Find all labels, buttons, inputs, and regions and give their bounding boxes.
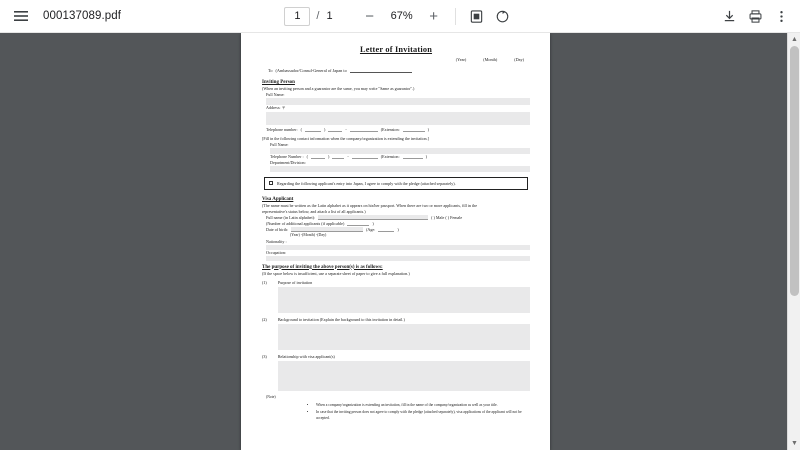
org-dash: - [347, 154, 349, 160]
additional-applicants-close: ) [372, 221, 374, 227]
extension-close: ) [427, 127, 430, 133]
pledge-checkbox[interactable] [269, 181, 273, 185]
address-label: Address: 〒 [266, 105, 286, 111]
notes-section [262, 395, 530, 421]
purpose-item-1-field[interactable] [278, 287, 530, 313]
telephone-label: Telephone number: [266, 127, 298, 133]
org-extension-label: (Extension: [380, 154, 400, 160]
date-year-label: (Year) [455, 57, 467, 62]
applicant-full-name-field[interactable] [318, 215, 428, 220]
notes-list [276, 403, 530, 421]
age-label: (Age: [366, 227, 376, 233]
page-count: 1 [326, 10, 333, 22]
document-title: 000137089.pdf [43, 10, 122, 22]
purpose-item-3 [262, 354, 530, 391]
purpose-item-2-num: (2) [262, 317, 267, 323]
toolbar-divider [455, 8, 456, 25]
inviting-person-note: (When an inviting person and a guarantor are the same, you may write "Same as guarantor".) [262, 86, 415, 91]
org-telephone-part2[interactable] [332, 158, 344, 159]
org-full-name-label: Full Name: [270, 142, 289, 148]
org-telephone-part3[interactable] [352, 158, 378, 159]
org-department-field[interactable] [270, 166, 530, 172]
date-fields [262, 57, 524, 62]
pledge-text: Regarding the following applicant's entry into Japan, I agree to comply with the pledge (attached separately). [277, 180, 456, 186]
zoom-out-label: − [365, 7, 374, 25]
purpose-item-2-field[interactable] [278, 324, 530, 350]
address-row [266, 105, 530, 112]
full-name-label: Full Name: [266, 92, 285, 98]
to-recipient-text: (Ambassador/Consul-General of Japan to [275, 68, 347, 73]
telephone-part2[interactable] [328, 131, 342, 132]
scroll-up-arrow-icon[interactable]: ▲ [791, 36, 798, 43]
document-content [262, 45, 530, 425]
purpose-item-1-num: (1) [262, 280, 267, 286]
applicant-full-name-label: Full name (in Latin alphabet): [266, 215, 316, 221]
purpose-section [262, 265, 530, 392]
nationality-label: Nationality : [266, 239, 287, 245]
paren-open: ( [300, 127, 303, 133]
org-extension-field[interactable] [403, 158, 423, 159]
purpose-item-3-label: Relationship with visa applicant(s) [277, 354, 335, 360]
paren-close: ) [324, 127, 326, 133]
hamburger-menu-icon[interactable] [8, 3, 34, 29]
telephone-part3[interactable] [350, 131, 378, 132]
zoom-out-button[interactable] [357, 3, 383, 29]
occupation-label: Occupation: [266, 250, 287, 256]
occupation-field[interactable] [266, 256, 530, 261]
additional-applicants-label: (Number of additional applicants (if applicable) [266, 221, 345, 227]
org-paren-close: ) [327, 154, 330, 160]
addressee-row [268, 68, 530, 73]
more-vertical-icon[interactable] [768, 3, 794, 29]
visa-applicant-note1: (The name must be written as the Latin alphabet as it appears on his/her passport. When there are two or more applicants, fill in the [262, 202, 478, 208]
org-extension-close: ) [425, 154, 427, 160]
rotate-icon[interactable] [490, 3, 516, 29]
page-title: Letter of Invitation [359, 45, 433, 54]
dash: - [345, 127, 347, 133]
purpose-item-1 [262, 280, 530, 313]
fit-page-icon[interactable] [464, 3, 490, 29]
purpose-note: (If the space below is insufficient, use a separate sheet of paper to give a full explanation.) [262, 270, 410, 276]
date-month-label: (Month) [483, 57, 498, 62]
toolbar [0, 0, 800, 33]
vertical-scrollbar[interactable] [787, 33, 800, 450]
purpose-item-3-field[interactable] [278, 361, 530, 391]
document-viewer[interactable] [0, 33, 800, 450]
scrollbar-thumb[interactable] [790, 46, 799, 296]
scroll-down-arrow-icon[interactable]: ▼ [791, 440, 798, 447]
note-item: • When a company/organization is extending an invitation, fill in the name of the company/organization as well as your title. [316, 403, 530, 409]
toolbar-left-group [0, 0, 121, 32]
extension-field[interactable] [403, 131, 425, 132]
visa-applicant-section [262, 197, 530, 261]
org-contact-note: [Fill in the following contact information when the company/organization is extending the invitation.] [262, 135, 429, 141]
age-close: ) [397, 227, 399, 233]
purpose-item-2-label: Background to invitation (Explain the background to this invitation in detail.) [277, 317, 405, 323]
telephone-part1[interactable] [305, 131, 321, 132]
age-field[interactable] [378, 231, 394, 232]
purpose-item-3-num: (3) [262, 354, 267, 360]
document-page [241, 33, 550, 450]
pledge-agreement-box[interactable] [264, 177, 528, 190]
org-telephone-label: Telephone Number : [270, 154, 304, 160]
full-name-field[interactable] [266, 98, 530, 105]
extension-label: (Extension: [380, 127, 400, 133]
org-paren-open: ( [306, 154, 308, 160]
visa-applicant-heading: Visa Applicant [262, 196, 294, 202]
notes-title: (Note) [266, 395, 276, 400]
inviting-person-section [262, 80, 530, 172]
applicant-sex-label: ( ) Male ( ) Female [431, 215, 463, 221]
address-field[interactable] [266, 112, 530, 125]
zoom-in-button[interactable] [421, 3, 447, 29]
dob-sub-label: (Year) -(Month) -(Day) [290, 232, 327, 237]
print-icon[interactable] [742, 3, 768, 29]
page-separator: / [316, 10, 320, 22]
purpose-item-2 [262, 317, 530, 350]
org-department-label: Department/Division: [270, 160, 306, 166]
date-day-label: (Day) [514, 57, 524, 62]
dob-label: Date of birth: [266, 227, 289, 233]
to-label: To [268, 68, 273, 73]
org-telephone-part1[interactable] [311, 158, 325, 159]
inviting-person-heading: Inviting Person [262, 80, 295, 85]
to-blank-line [350, 68, 412, 73]
purpose-item-1-label: Purpose of invitation [277, 280, 313, 286]
dob-field[interactable] [291, 227, 363, 232]
toolbar-right-group [716, 0, 794, 33]
zoom-in-label: + [429, 7, 438, 25]
telephone-row [266, 127, 530, 133]
note-item: • In case that the inviting person does not agree to comply with the pledge (attached separately), visa applications of the applicant will not be accepted. [316, 410, 530, 421]
page-number-input[interactable] [284, 7, 310, 26]
visa-applicant-note2: representative's status below, and attach a list of all applicants.) [262, 208, 366, 214]
zoom-level: 67% [390, 10, 413, 22]
download-icon[interactable] [716, 3, 742, 29]
zoom-controls [357, 3, 447, 29]
additional-applicants-field[interactable] [347, 225, 369, 226]
purpose-heading: The purpose of inviting the above person(s) is as follows: [262, 264, 383, 270]
